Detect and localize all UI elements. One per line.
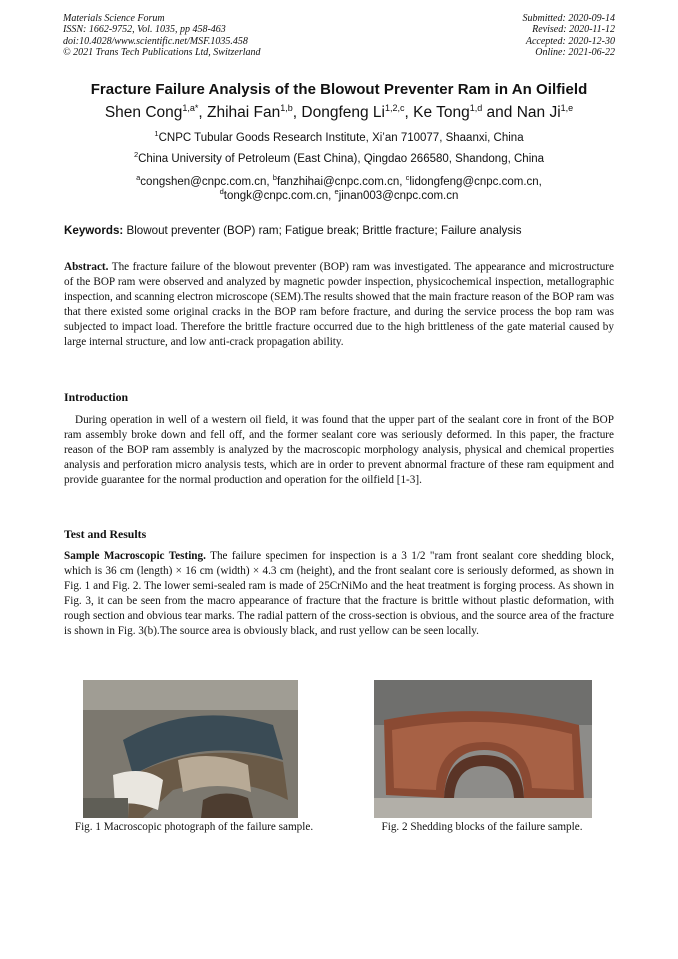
figure-2-caption: Fig. 2 Shedding blocks of the failure sample. [381,821,583,833]
journal-doi: doi:10.4028/www.scientific.net/MSF.1035.458 [63,35,248,47]
email-address: lidongfeng@cnpc.com.cn, [409,176,542,188]
abstract-label: Abstract. [64,261,109,273]
email-sup: c [405,173,410,182]
emails-line-2 [40,189,638,203]
figure-1-caption: Fig. 1 Macroscopic photograph of the failure sample. [74,821,314,833]
affiliation-text: China University of Petroleum (East China), Qingdao 266580, Shandong, China [138,153,545,165]
email-sup: b [272,173,277,182]
abstract-text: The fracture failure of the blowout preventer (BOP) ram was investigated. The appearance and microstructure of the BOP ram were observed and analyzed by magnetic powder inspection, physicochemical inspection, metallographic inspection, and scanning electron microscope (SEM).The results showed that the main fracture reason of the BOP ram was that there existed some original cracks in the BOP ram before fracture, and during the service process the bop ram was subjected to impact load. Therefore the brittle fracture occurred due to the high brittleness of the gate material caused by large internal structure, and low anti-crack propagation ability. [64,261,614,348]
figure-1-photo [83,680,298,818]
author-affil-sup: 1,b [280,103,293,113]
introduction-text: During operation in well of a western oil field, it was found that the upper part of the sealant core in front of the BOP ram assembly broke down and fell off, and the former sealant core was seriously deformed. In this paper, the fracture reason of the BOP ram assembly is analyzed by the macroscopic morphology analysis, physical and chemical properties analysis and perforation micro analysis tests, which are in order to prevent abnormal fracture of these ram equipment and provide guarantee for the normal production and operation for the oilfield [1-3]. [64,414,614,486]
test-results-text [64,549,614,639]
paragraph-text: The failure specimen for inspection is a 3 1/2 "ram front sealant core shedding block, which is 36 cm (length) × 16 cm (width) × 4.3 cm (height), and the front sealant core is seriously deformed, as shown in Fig. 1 and Fig. 2. The lower semi-sealed ram is made of 25CrNiMo and the heat treatment is forging process. As shown in Fig. 3, it can be seen from the macro appearance of fracture that the fracture is brittle without plastic deformation, with rough section and obvious tear marks. The radial pattern of the cross-section is obvious, and the source area of the fracture is shown in Fig. 3(b).The source area is obviously black, and rust yellow can be seen locally. [64,550,614,637]
introduction-heading: Introduction [64,390,129,404]
journal-header-right [523,13,616,59]
shedding-blocks-photo-icon [374,680,592,818]
date-submitted: Submitted: 2020-09-14 [522,13,615,24]
author-name: Ke Tong [413,104,470,121]
journal-issn: ISSN: 1662-9752, Vol. 1035, pp 458-463 [63,24,226,36]
email-sup: e [334,187,339,196]
author-affil-sup: 1,e [560,103,574,113]
email-sup: a [136,173,141,182]
journal-name: Materials Science Forum [63,13,165,24]
journal-copyright: © 2021 Trans Tech Publications Ltd, Switzerland [63,47,261,59]
keywords [64,224,522,237]
author-name: Shen Cong [104,104,183,121]
author-emails [40,175,638,203]
failure-sample-photo-icon [83,680,298,818]
figure-2-photo [374,680,592,818]
author-separator: , [292,104,302,121]
email-address: tongk@cnpc.com.cn, [223,190,335,202]
author-name: Dongfeng Li [301,104,385,121]
test-results-heading: Test and Results [64,527,147,541]
email-address: jinan003@cnpc.com.cn [338,190,459,202]
date-online: Online: 2021-06-22 [535,47,615,59]
author-affil-sup: 1,a* [182,103,199,113]
email-address: congshen@cnpc.com.cn, [140,176,273,188]
emails-line-1 [40,175,638,189]
author-separator: and [482,104,517,121]
paper-title: Fracture Failure Analysis of the Blowout Preventer Ram in An Oilfield [90,81,588,98]
date-accepted: Accepted: 2020-12-30 [525,35,615,47]
keywords-text: Blowout preventer (BOP) ram; Fatigue break; Brittle fracture; Failure analysis [123,224,522,237]
affiliation-sup: 1 [154,129,159,138]
author-list [40,104,638,122]
keywords-label: Keywords: [64,224,124,237]
author-affil-sup: 1,2,c [384,103,405,113]
date-revised: Revised: 2020-11-12 [532,24,615,36]
abstract [64,260,614,350]
affiliation-2 [40,150,638,165]
journal-header-left [63,13,261,59]
author-name: Nan Ji [516,104,561,121]
author-separator: , [404,104,414,121]
author-affil-sup: 1,d [469,103,483,113]
affiliation-sup: 2 [133,150,139,159]
author-separator: , [198,104,208,121]
email-address: fanzhihai@cnpc.com.cn, [276,176,406,188]
runin-heading: Sample Macroscopic Testing. [64,550,206,562]
affiliation-text: CNPC Tubular Goods Research Institute, Xi’an 710077, Shaanxi, China [158,132,524,144]
author-name: Zhihai Fan [207,104,281,121]
email-sup: d [219,187,224,196]
affiliation-1 [40,129,638,144]
